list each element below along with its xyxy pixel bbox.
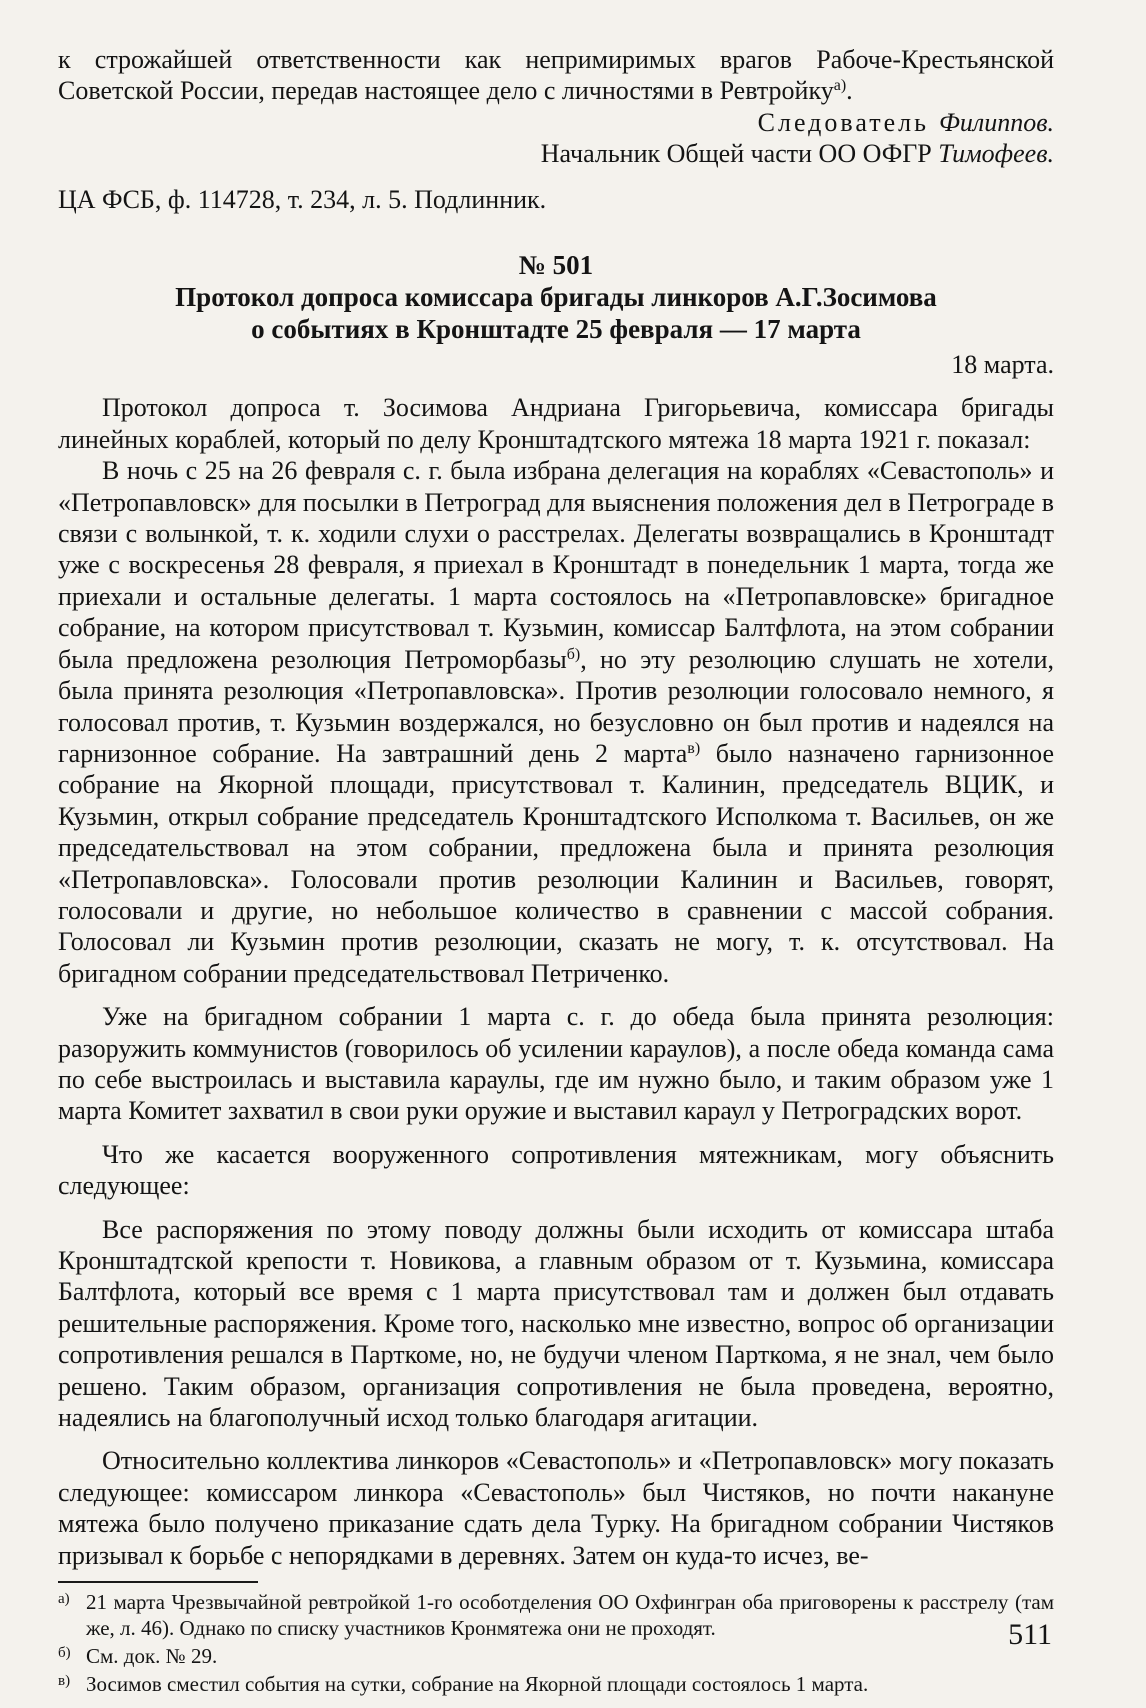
footnote-v: в) Зосимов сместил события на сутки, собрание на Якорной площади состоялось 1 марта. (58, 1672, 869, 1697)
intro-end: . (846, 76, 853, 106)
footnote-b: б) См. док. № 29. (58, 1644, 218, 1669)
body-paragraph-6: Относительно коллектива линкоров «Севастополь» и «Петропавловск» могу показать следующее: комиссаром линкора «Севастополь» был Чистяков, но почти накануне мятежа было получено приказание сдать дела Турку. На бригадном собрании Чистяков призывал к борьбе с непорядками в деревнях. Затем он куда-то исчез, ве- (58, 1446, 1054, 1570)
footnote-text: 21 марта Чрезвычайной ревтройкой 1-го особотделения ОО Охфингран оба приговорены к расстрелу (там же, л. 46). Однако по списку участников Кронмятежа они не проходят. (86, 1590, 1054, 1641)
archive-reference: ЦА ФСБ, ф. 114728, т. 234, л. 5. Подлинник. (58, 184, 547, 214)
footnote-divider (58, 1581, 258, 1583)
body-text: В ночь с 25 на 26 февраля с. г. была избрана делегация на кораблях «Севастополь» и «Петропавловск» для посылки в Петроград для выяснения положения дел в Петрограде в связи с волынкой, т. к. ходили слухи о расстрелах. Делегаты возвращались в Кронштадт уже с воскресенья 28 февраля, я приехал в Кронштадт в понедельник 1 марта, тогда же приехали и остальные делегаты. 1 марта состоялось на «Петропавловске» бригадное собрание, на котором присутствовал т. Кузьмин, комиссар Балтфлота, на этом собрании была предложена резолюция Петроморбазы (58, 456, 1054, 674)
signature-role: Следователь (757, 107, 929, 137)
document-number: № 501 (518, 250, 594, 281)
footnote-ref-a[interactable]: а) (833, 77, 847, 95)
intro-paragraph (58, 44, 1054, 107)
document-date: 18 марта. (951, 350, 1054, 380)
body-paragraph-4: Что же касается вооруженного сопротивления мятежникам, могу объяснить следующее: (58, 1139, 1054, 1201)
signature-role: Начальник Общей части ОО ОФГР (540, 139, 932, 169)
footnote-ref-v[interactable]: в) (687, 739, 701, 757)
body-paragraph-5: Все распоряжения по этому поводу должны были исходить от комиссара штаба Кронштадтской крепости т. Новикова, а главным образом от т. Кузьмина, комиссара Балтфлота, который все время с 1 марта присутствовал там и должен был отдавать решительные распоряжения. Кроме того, насколько мне известно, вопрос об организации сопротивления решался в Парткоме, но, не будучи членом Парткома, я не знал, чем было решено. Таким образом, организация сопротивления не была проведена, вероятно, надеялись на благополучный исход только благодаря агитации. (58, 1214, 1054, 1433)
signature-investigator (58, 107, 1054, 138)
signature-chief (58, 138, 1054, 169)
footnote-ref-b[interactable]: б) (566, 645, 581, 663)
footnote-a: а) 21 марта Чрезвычайной ревтройкой 1-го особотделения ОО Охфингран оба приговорены к расстрелу (там же, л. 46). Однако по списку участников Кронмятежа они не проходят. (58, 1590, 1054, 1641)
footnote-text: См. док. № 29. (86, 1644, 218, 1669)
intro-text: к строжайшей ответственности как непримиримых врагов Рабоче-Крестьянской Советской России, передав настоящее дело с личностями в Ревтройку (58, 45, 1054, 106)
document-title-line-1: Протокол допроса комиссара бригады линкоров А.Г.Зосимова (175, 282, 937, 313)
body-paragraph-1: Протокол допроса т. Зосимова Андриана Григорьевича, комиссара бригады линейных кораблей, который по делу Кронштадтского мятежа 18 марта 1921 г. показал: (58, 393, 1054, 454)
body-paragraph-3: Уже на бригадном собрании 1 марта с. г. до обеда была принята резолюция: разоружить коммунистов (говорилось об усилении караулов), а после обеда команда сама по себе выстроилась и выставила караулы, где им нужно было, и таким образом уже 1 марта Комитет захватил в свои руки оружие и выставил караул у Петроградских ворот. (58, 1002, 1054, 1126)
signature-name: Тимофеев. (938, 139, 1054, 169)
page-number: 511 (1008, 1618, 1052, 1651)
body-paragraph-2 (58, 455, 1054, 989)
signature-name: Филиппов. (938, 107, 1054, 137)
body-text: , но эту резолюцию слушать не хотели, была принята резолюция «Петропавловска». Против резолюции голосовало немного, я голосовал против, т. Кузьмин воздержался, но безусловно он был против и надеялся на гарнизонное собрание. На завтрашний день 2 марта (58, 644, 1054, 768)
body-text: было назначено гарнизонное собрание на Якорной площади, присутствовал т. Калинин, председатель ВЦИК, и Кузьмин, открыл собрание председатель Кронштадтского Исполкома т. Васильев, он же председательствовал на этом собрании, предложена была и принята резолюция «Петропавловска». Голосовали против резолюции Калинин и Васильев, говорят, голосовали и другие, но небольшое количество в сравнении с массой собрания. Голосовал ли Кузьмин против резолюции, сказать не могу, т. к. отсутствовал. На бригадном собрании председательствовал Петриченко. (58, 738, 1054, 988)
document-title-line-2: о событиях в Кронштадте 25 февраля — 17 марта (251, 314, 861, 345)
footnote-text: Зосимов сместил события на сутки, собрание на Якорной площади состоялось 1 марта. (86, 1672, 869, 1697)
